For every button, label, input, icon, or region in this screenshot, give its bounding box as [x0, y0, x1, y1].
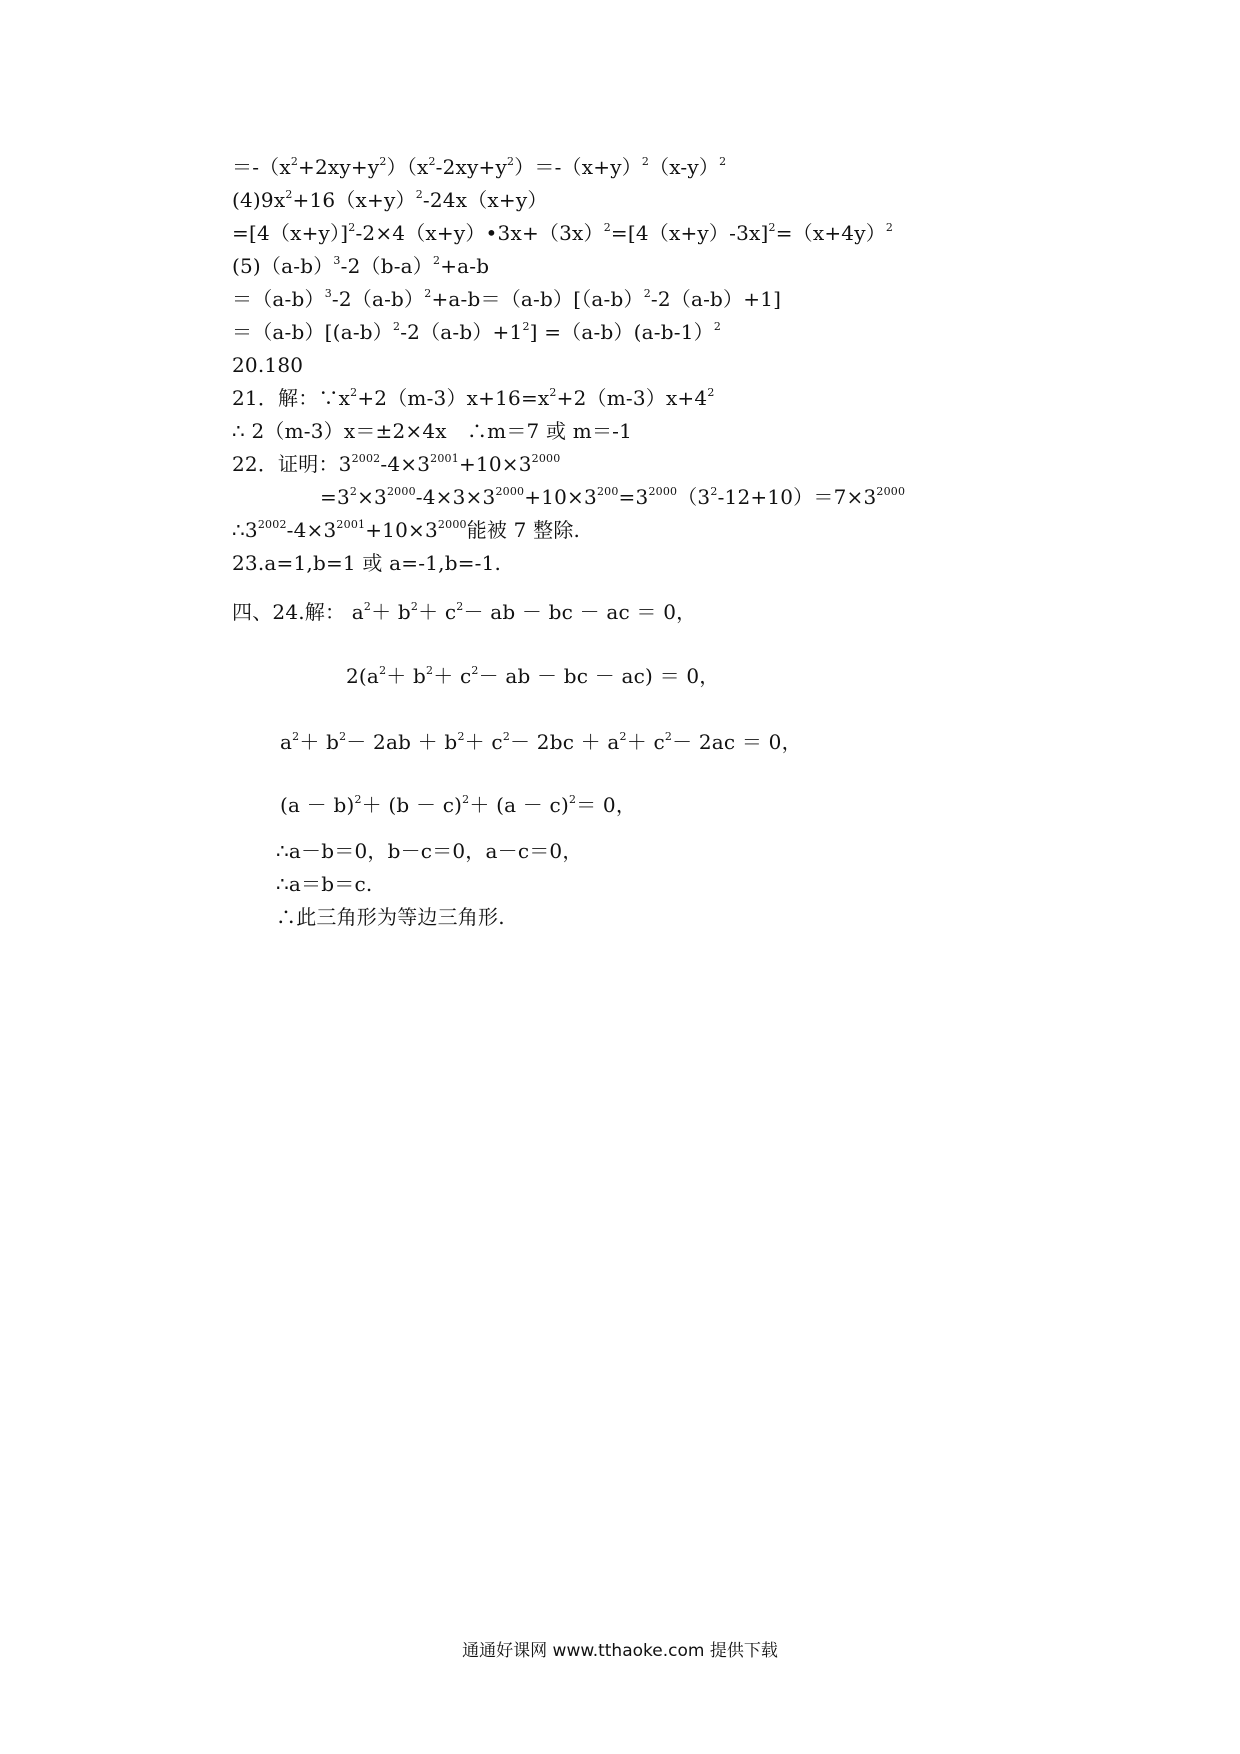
line-4 [232, 253, 489, 279]
exponent: 2 [433, 254, 441, 267]
exponent: 2 [713, 320, 722, 333]
line-3 [232, 220, 893, 246]
line-8 [232, 385, 715, 411]
exponent: 2 [664, 730, 673, 743]
line-13 [232, 550, 501, 576]
exponent: 2 [549, 386, 557, 399]
exponent: 2 [456, 600, 464, 613]
exponent: 2 [379, 155, 387, 168]
exponent: 2000 [386, 485, 416, 498]
exponent: 2001 [430, 452, 459, 465]
exponent: 3 [324, 287, 332, 300]
line-16 [280, 729, 802, 755]
text-run: 22．证明：3 [232, 452, 352, 476]
text-run: -24x（x+y） [422, 188, 548, 212]
exponent: 2 [354, 793, 362, 806]
exponent: 2 [522, 320, 530, 333]
exponent: 2002 [351, 452, 381, 465]
text-run: － 2ac ＝ 0， [672, 730, 802, 754]
text-run: -2（a-b）+1 [400, 320, 523, 344]
text-run: +10×3 [458, 452, 532, 476]
exponent: 2 [428, 155, 436, 168]
exponent: 2 [643, 287, 651, 300]
text-run: － 2ab ＋ b [346, 730, 458, 754]
exponent: 2 [379, 664, 387, 677]
text-run: +2（m-3）x+16=x [357, 386, 550, 410]
text-run: ＝ 0， [576, 793, 637, 817]
exponent: 2 [462, 793, 470, 806]
exponent: 2 [424, 287, 432, 300]
text-run: ×3 [357, 485, 387, 509]
exponent: 2000 [876, 485, 906, 498]
exponent: 2000 [495, 485, 525, 498]
text-run: ∴a－b＝0，b－c＝0，a－c＝0， [276, 839, 583, 863]
line-20 [276, 904, 505, 930]
text-run: +10×3 [524, 485, 597, 509]
text-run: 能被 7 整除. [466, 518, 581, 542]
exponent: 2 [885, 221, 894, 234]
exponent: 2 [502, 730, 511, 743]
line-18 [276, 838, 583, 864]
line-6 [232, 319, 721, 345]
text-run: ∴ 2（m-3）x＝±2×4x ∴m＝7 或 m＝-1 [232, 419, 633, 443]
text-run: ＋ c [418, 600, 457, 624]
exponent: 2 [457, 730, 465, 743]
text-run: ＝（a-b）[(a-b） [232, 320, 393, 344]
exponent: 2001 [336, 518, 366, 531]
text-run: ∴a＝b＝c. [276, 872, 373, 896]
text-run: （3 [677, 485, 711, 509]
text-run: 23.a=1,b=1 或 a=-1,b=-1. [232, 551, 502, 575]
text-run: =（x+4y） [775, 221, 886, 245]
text-run: ＋ (b － c) [361, 793, 463, 817]
text-run: ∴此三角形为等边三角形. [276, 905, 505, 929]
text-run: -2（a-b） [331, 287, 425, 311]
text-run: -4×3 [380, 452, 431, 476]
text-run: -2（b-a） [340, 254, 433, 278]
text-run: +a-b [440, 254, 490, 278]
text-run: =[4（x+y）] [232, 221, 349, 245]
line-2 [232, 187, 548, 213]
line-5 [232, 286, 781, 312]
text-run: =[4（x+y）-3x] [610, 221, 769, 245]
exponent: 2 [292, 730, 300, 743]
exponent: 2 [348, 221, 356, 234]
exponent: 2 [641, 155, 650, 168]
exponent: 2 [471, 664, 479, 677]
exponent: 2 [350, 386, 358, 399]
line-19 [276, 871, 372, 897]
text-run: +2（m-3）x+4 [556, 386, 708, 410]
line-11 [320, 484, 905, 510]
text-run: ＝-（x [232, 155, 291, 179]
text-run: (4)9x [232, 188, 286, 212]
text-run: ＋ c [626, 730, 665, 754]
text-run: － ab － bc － ac ＝ 0， [463, 600, 697, 624]
text-run: ] =（a-b）(a-b-1） [529, 320, 714, 344]
line-10 [232, 451, 560, 477]
exponent: 2000 [648, 485, 678, 498]
exponent: 2 [290, 155, 299, 168]
text-run: ＋ b [299, 730, 340, 754]
text-run: 20.180 [232, 353, 304, 377]
line-17 [280, 792, 636, 818]
text-run: ＋ b [386, 664, 427, 688]
line-15 [346, 663, 720, 689]
text-run: -4×3 [286, 518, 337, 542]
exponent: 2 [285, 188, 293, 201]
text-run: 四、24.解： a [232, 600, 364, 624]
text-run: ＝（a-b） [232, 287, 325, 311]
text-run: － 2bc ＋ a [510, 730, 620, 754]
exponent: 2 [339, 730, 347, 743]
exponent: 3 [333, 254, 341, 267]
exponent: 2 [349, 485, 358, 498]
line-12 [232, 517, 580, 543]
line-9 [232, 418, 632, 444]
text-run: +2xy+y [298, 155, 380, 179]
line-1 [232, 154, 726, 180]
exponent: 2 [392, 320, 401, 333]
exponent: 2 [719, 155, 727, 168]
exponent: 200 [596, 485, 619, 498]
text-run: 2(a [346, 664, 380, 688]
text-run: ）（x [386, 155, 429, 179]
text-run: ＋ (a － c) [469, 793, 569, 817]
text-run: -2（a-b）+1] [650, 287, 782, 311]
exponent: 2 [603, 221, 611, 234]
download-footer: 通通好课网 www.tthaoke.com 提供下载 [462, 1641, 778, 1661]
text-run: (5)（a-b） [232, 254, 334, 278]
exponent: 2 [415, 188, 423, 201]
line-7 [232, 352, 303, 378]
text-run: ＋ b [371, 600, 411, 624]
text-run: ）＝-（x+y） [514, 155, 642, 179]
text-run: =3 [320, 485, 350, 509]
exponent: 2 [707, 386, 715, 399]
exponent: 2 [710, 485, 718, 498]
text-run: -2xy+y [435, 155, 507, 179]
exponent: 2 [507, 155, 515, 168]
text-run: a [280, 730, 293, 754]
text-run: ＋ c [464, 730, 503, 754]
text-run: － ab － bc － ac) ＝ 0， [478, 664, 720, 688]
text-run: +16（x+y） [292, 188, 416, 212]
text-run: -2×4（x+y）•3x+（3x） [355, 221, 604, 245]
text-run: (a － b) [280, 793, 355, 817]
text-run: +10×3 [365, 518, 438, 542]
exponent: 2 [363, 600, 372, 613]
exponent: 2 [568, 793, 577, 806]
exponent: 2000 [437, 518, 467, 531]
line-14 [232, 599, 696, 625]
text-run: 21．解：∵x [232, 386, 351, 410]
text-run: ∴3 [232, 518, 258, 542]
exponent: 2 [410, 600, 419, 613]
text-run: -12+10）＝7×3 [717, 485, 877, 509]
exponent: 2 [619, 730, 627, 743]
text-run: （x-y） [649, 155, 720, 179]
exponent: 2000 [531, 452, 561, 465]
text-run: +a-b＝（a-b）[（a-b） [431, 287, 644, 311]
text-run: ＋ c [433, 664, 472, 688]
exponent: 2 [768, 221, 776, 234]
text-run: -4×3×3 [415, 485, 496, 509]
text-run: =3 [618, 485, 649, 509]
exponent: 2002 [257, 518, 287, 531]
exponent: 2 [426, 664, 434, 677]
